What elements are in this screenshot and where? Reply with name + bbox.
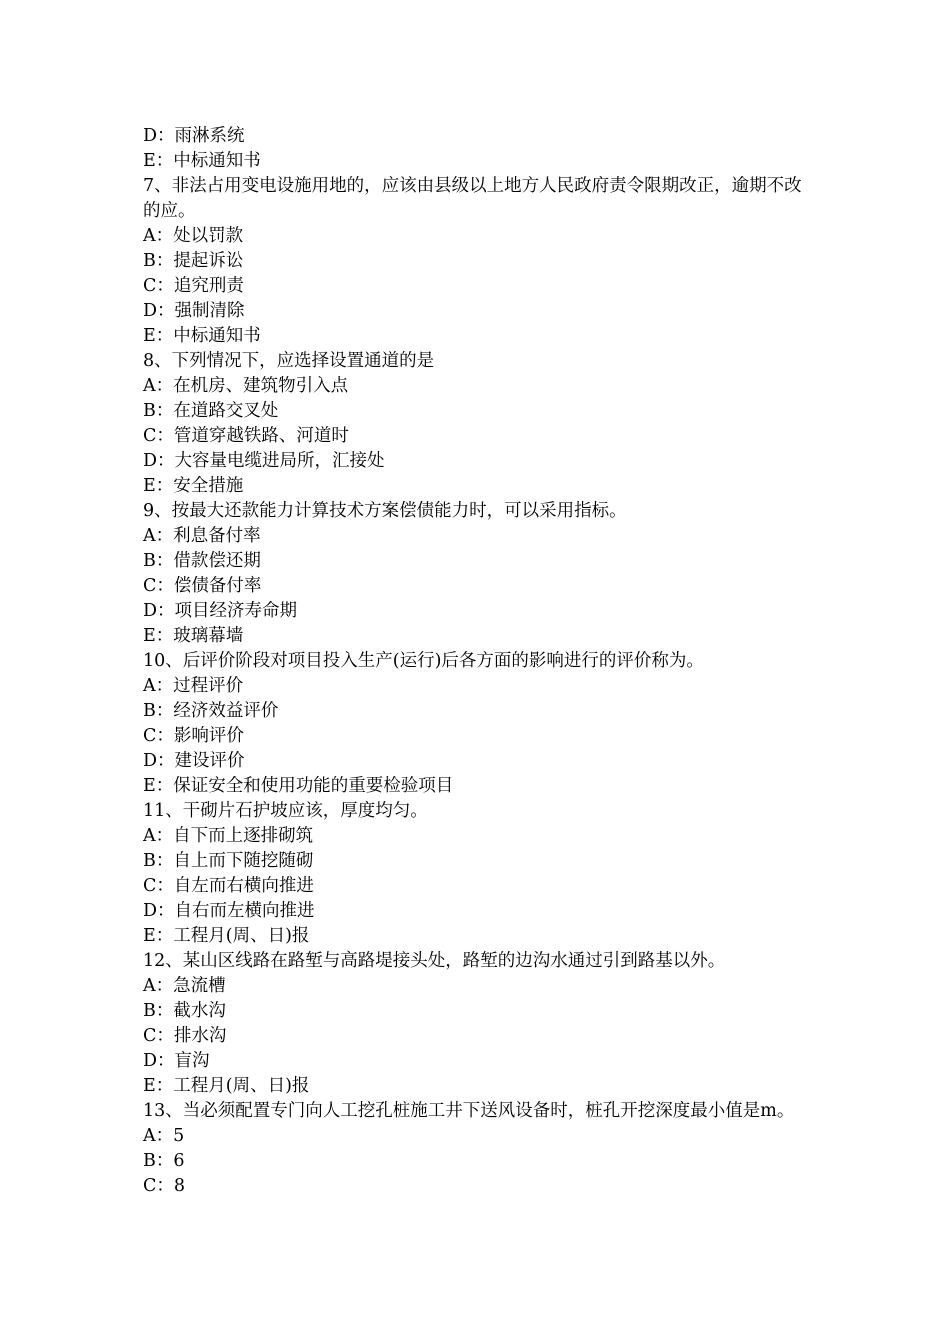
option-line: E：保证安全和使用功能的重要检验项目	[143, 776, 454, 796]
option-line: A：过程评价	[143, 676, 244, 696]
option-line: A：5	[143, 1126, 185, 1146]
question-line: 9、按最大还款能力计算技术方案偿债能力时，可以采用指标。	[143, 501, 627, 521]
option-line: A：处以罚款	[143, 226, 244, 246]
document-body	[143, 124, 813, 1199]
option-line: B：提起诉讼	[143, 251, 244, 271]
option-line: A：在机房、建筑物引入点	[143, 376, 349, 396]
option-line: C：排水沟	[143, 1026, 227, 1046]
option-line: C：管道穿越铁路、河道时	[143, 426, 349, 446]
question-line: 11、干砌片石护坡应该，厚度均匀。	[143, 801, 428, 821]
option-line: E：玻璃幕墙	[143, 626, 244, 646]
option-line: B：在道路交叉处	[143, 401, 279, 421]
question-line: 7、非法占用变电设施用地的，应该由县级以上地方人民政府责令限期改正，逾期不改的应。	[143, 176, 802, 221]
option-line: E：中标通知书	[143, 326, 261, 346]
option-line: B：截水沟	[143, 1001, 226, 1021]
option-line: D：项目经济寿命期	[143, 601, 298, 621]
option-line: D：自右而左横向推进	[143, 901, 315, 921]
option-line: A：急流槽	[143, 976, 226, 996]
option-line: B：借款偿还期	[143, 551, 261, 571]
option-line: E：中标通知书	[143, 151, 261, 171]
option-line: D：强制清除	[143, 301, 245, 321]
question-line: 10、后评价阶段对项目投入生产(运行)后各方面的影响进行的评价称为。	[143, 651, 704, 671]
option-line: C：偿债备付率	[143, 576, 262, 596]
question-line: 13、当必须配置专门向人工挖孔桩施工井下送风设备时，桩孔开挖深度最小值是m。	[143, 1101, 795, 1121]
option-line: A：自下而上逐排砌筑	[143, 826, 314, 846]
question-line: 8、下列情况下，应选择设置通道的是	[143, 351, 435, 371]
option-line: D：大容量电缆进局所，汇接处	[143, 451, 385, 471]
option-line: C：自左而右横向推进	[143, 876, 314, 896]
question-line: 12、某山区线路在路堑与高路堤接头处，路堑的边沟水通过引到路基以外。	[143, 951, 726, 971]
option-line: D：盲沟	[143, 1051, 210, 1071]
option-line: C：8	[143, 1176, 186, 1196]
option-line: C：追究刑责	[143, 276, 244, 296]
option-line: E：安全措施	[143, 476, 244, 496]
option-line: E：工程月(周、日)报	[143, 1076, 310, 1096]
option-line: E：工程月(周、日)报	[143, 926, 310, 946]
option-line: B：自上而下随挖随砌	[143, 851, 314, 871]
option-line: A：利息备付率	[143, 526, 261, 546]
option-line: C：影响评价	[143, 726, 244, 746]
option-line: D：雨淋系统	[143, 126, 245, 146]
option-line: B：6	[143, 1151, 185, 1171]
option-line: B：经济效益评价	[143, 701, 279, 721]
option-line: D：建设评价	[143, 751, 245, 771]
